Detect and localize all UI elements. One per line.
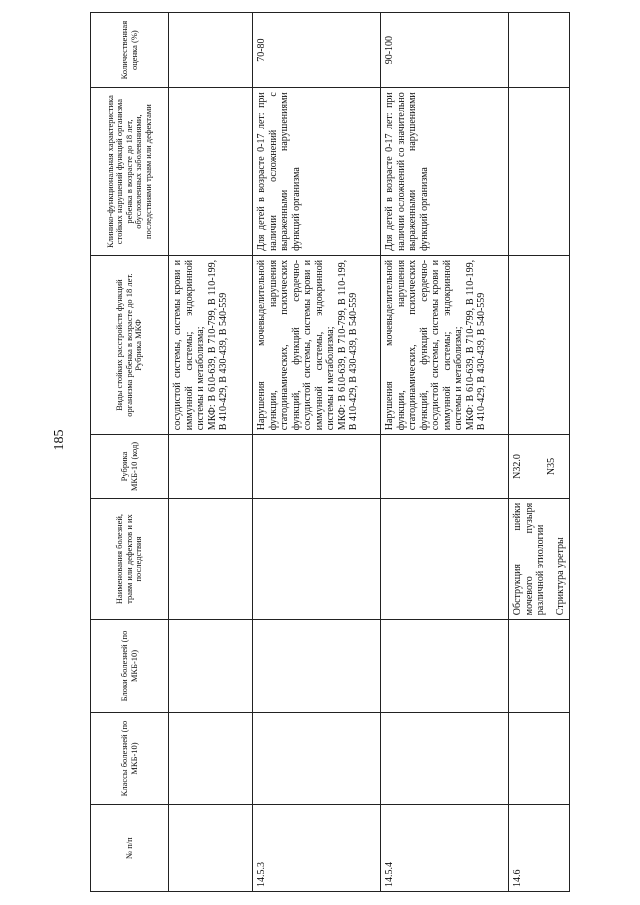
function-disorders-cell bbox=[169, 255, 253, 434]
clinical-characteristic-cell: Для детей в возрасте 0-17 лет: при наличии осложнений с выраженными нарушениями функций организма bbox=[253, 88, 381, 256]
disease-name: Обструкция шейки мочевого пузыря различной этиологии bbox=[512, 502, 546, 616]
functions-text: Нарушения мочевыделительной функции, нарушения статодинамических, психических функций, функций сердечно-сосудистой системы, системы крови и иммунной системы; эндокринной системы и метаболизма; bbox=[384, 259, 464, 431]
functions-text: Нарушения мочевыделительной функции, нарушения статодинамических, психических функций, функций сердечно-сосудистой системы, системы крови и иммунной системы, эндокринной системы и метаболизма; bbox=[256, 259, 336, 431]
disability-criteria-table bbox=[90, 12, 570, 892]
functions-text: сосудистой системы, системы крови и иммунной системы; эндокринной системы и метаболизма; bbox=[172, 259, 206, 431]
quantitative-score: 90-100 bbox=[381, 13, 509, 88]
clinical-characteristic-cell: Для детей в возрасте 0-17 лет: при наличии осложнений со значительно выраженными нарушениями функций организма bbox=[381, 88, 509, 256]
header-icd-code: Рубрика МКБ-10 (код) bbox=[91, 435, 169, 499]
header-clinical-characteristic: Клинико-функциональная характеристика стойких нарушений функций организма ребенка в возрасте до 18 лет, обусловленных заболеваниями, последствиями травм или дефектами bbox=[91, 88, 169, 256]
function-disorders-cell bbox=[381, 255, 509, 434]
mkf-codes: МКФ: B 610-639, B 710-799, B 110-199, B 410-429, B 430-439, B 540-559 bbox=[206, 259, 229, 431]
table-row bbox=[509, 13, 570, 892]
disease-names-cell bbox=[509, 498, 570, 619]
rotated-table-wrapper bbox=[90, 12, 566, 892]
page-number: 185 bbox=[52, 429, 67, 451]
table-row bbox=[169, 13, 253, 892]
icd-code: N35 bbox=[545, 457, 557, 476]
icd-codes-cell bbox=[509, 435, 570, 499]
header-disease-names: Наименования болезней, травм или дефектов и их последствия bbox=[91, 498, 169, 619]
header-function-disorders: Виды стойких расстройств функций организма ребенка в возрасте до 18 лет. Рубрика МКФ bbox=[91, 255, 169, 434]
header-disease-blocks: Блоки болезней (по МКБ-10) bbox=[91, 620, 169, 713]
table-header-row bbox=[91, 13, 169, 892]
header-disease-classes: Классы болезней (по МКБ-10) bbox=[91, 712, 169, 805]
disease-name: Стриктура уретры bbox=[554, 537, 566, 616]
document-page bbox=[90, 12, 566, 892]
header-quantitative-score: Количественная оценка (%) bbox=[91, 13, 169, 88]
function-disorders-cell bbox=[253, 255, 381, 434]
row-number: 14.5.4 bbox=[381, 805, 509, 892]
table-row bbox=[381, 13, 509, 892]
icd-code: N32.0 bbox=[512, 454, 523, 479]
header-num: № п/п bbox=[91, 805, 169, 892]
mkf-codes: МКФ: B 610-639, B 710-799, B 110-199, B 410-429, B 430-439, B 540-559 bbox=[336, 259, 359, 431]
mkf-codes: МКФ: B 610-639, B 710-799, B 110-199, B 410-429, B 430-439, B 540-559 bbox=[464, 259, 487, 431]
row-number: 14.5.3 bbox=[253, 805, 381, 892]
row-number: 14.6 bbox=[509, 805, 570, 892]
table-row bbox=[253, 13, 381, 892]
quantitative-score: 70-80 bbox=[253, 13, 381, 88]
